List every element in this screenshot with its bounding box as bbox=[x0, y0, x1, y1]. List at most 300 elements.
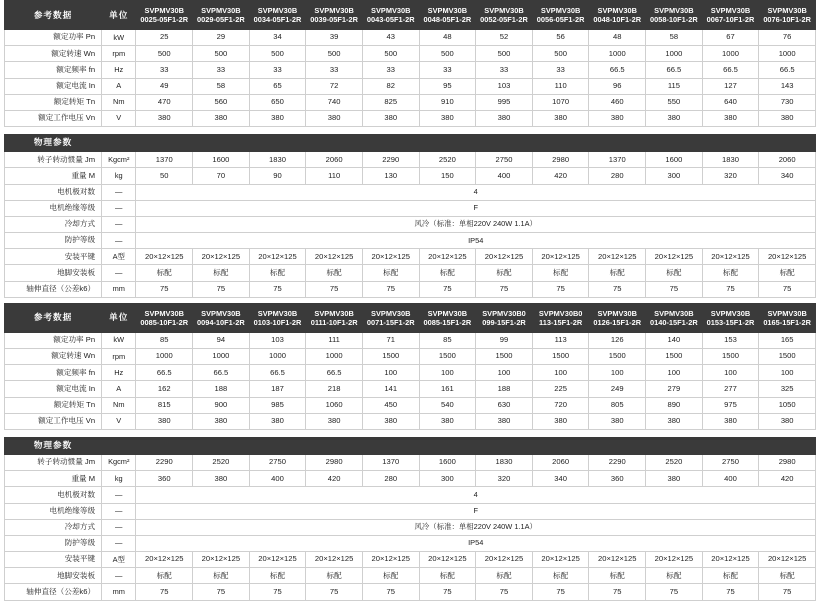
row-value-3: 66.5 bbox=[249, 365, 306, 381]
row-value-10: 115 bbox=[646, 78, 703, 94]
row-unit: mm bbox=[102, 584, 136, 600]
row-unit: A型 bbox=[102, 552, 136, 568]
table-row bbox=[5, 568, 816, 584]
row-value-4: 2980 bbox=[306, 454, 363, 470]
row-value-6: 300 bbox=[419, 471, 476, 487]
row-value-4: 33 bbox=[306, 62, 363, 78]
row-value-4: 标配 bbox=[306, 265, 363, 281]
row-value-8: 标配 bbox=[532, 568, 589, 584]
row-value-8: 75 bbox=[532, 584, 589, 600]
row-value-1: 1370 bbox=[136, 152, 193, 168]
table-row bbox=[5, 30, 816, 46]
model-code: 0103-10F1-2R bbox=[253, 317, 302, 327]
row-value-1: 75 bbox=[136, 584, 193, 600]
model-header-10 bbox=[646, 303, 703, 332]
row-value-2: 500 bbox=[193, 46, 250, 62]
model-series: SVPMV30B bbox=[144, 308, 184, 318]
row-value-3: 75 bbox=[249, 584, 306, 600]
row-value-9: 1370 bbox=[589, 152, 646, 168]
row-value-2: 188 bbox=[193, 381, 250, 397]
row-value-11: 1000 bbox=[702, 46, 759, 62]
row-value-4: 110 bbox=[306, 168, 363, 184]
model-series: SVPMV30B bbox=[371, 308, 411, 318]
row-value-1: 20×12×125 bbox=[136, 249, 193, 265]
model-code: 0048-05F1-2R bbox=[423, 15, 472, 24]
row-value-12: 380 bbox=[759, 413, 816, 429]
row-value-6: 33 bbox=[419, 62, 476, 78]
model-header-7 bbox=[476, 303, 533, 332]
model-series: SVPMV30B bbox=[371, 5, 411, 15]
model-series: SVPMV30B bbox=[767, 5, 807, 15]
model-code: 0071-15F1-2R bbox=[366, 317, 415, 327]
row-value-12: 76 bbox=[759, 30, 816, 46]
model-code: 0085-15F1-2R bbox=[423, 317, 472, 327]
row-value-11: 标配 bbox=[702, 265, 759, 281]
row-value-8: 1500 bbox=[532, 349, 589, 365]
row-value-5: 141 bbox=[362, 381, 419, 397]
row-label: 地脚安装板 bbox=[5, 265, 102, 281]
row-unit: — bbox=[102, 233, 136, 249]
row-value-5: 标配 bbox=[362, 265, 419, 281]
row-value-7: 188 bbox=[476, 381, 533, 397]
row-unit: kg bbox=[102, 471, 136, 487]
row-value-7: 52 bbox=[476, 30, 533, 46]
row-value-12: 380 bbox=[759, 110, 816, 126]
row-value-3: 标配 bbox=[249, 568, 306, 584]
row-value-6: 48 bbox=[419, 30, 476, 46]
row-value-2: 标配 bbox=[193, 265, 250, 281]
row-label: 额定功率 Pn bbox=[5, 332, 102, 348]
row-value-3: 20×12×125 bbox=[249, 249, 306, 265]
row-value-5: 20×12×125 bbox=[362, 552, 419, 568]
row-value-12: 66.5 bbox=[759, 62, 816, 78]
model-header-1 bbox=[136, 303, 193, 332]
row-value-8: 2980 bbox=[532, 152, 589, 168]
row-value-1: 标配 bbox=[136, 265, 193, 281]
model-series: SVPMV30B bbox=[654, 308, 694, 318]
row-label: 安装平键 bbox=[5, 552, 102, 568]
row-value-10: 58 bbox=[646, 30, 703, 46]
row-label: 额定频率 fn bbox=[5, 365, 102, 381]
table-row bbox=[5, 200, 816, 216]
row-value-3: 1830 bbox=[249, 152, 306, 168]
table-row bbox=[5, 184, 816, 200]
row-value-3: 75 bbox=[249, 281, 306, 297]
row-value-4: 500 bbox=[306, 46, 363, 62]
row-value-7: 630 bbox=[476, 397, 533, 413]
row-value-8: 75 bbox=[532, 281, 589, 297]
row-value-11: 67 bbox=[702, 30, 759, 46]
row-unit: A型 bbox=[102, 249, 136, 265]
row-value-3: 90 bbox=[249, 168, 306, 184]
table-row bbox=[5, 519, 816, 535]
row-value-6: 75 bbox=[419, 584, 476, 600]
row-value-12: 1000 bbox=[759, 46, 816, 62]
row-unit: mm bbox=[102, 281, 136, 297]
model-code: 0056-05F1-2R bbox=[536, 15, 585, 24]
table-row bbox=[5, 381, 816, 397]
row-value-6: 95 bbox=[419, 78, 476, 94]
row-value-9: 标配 bbox=[589, 568, 646, 584]
model-header-1 bbox=[136, 1, 193, 30]
row-value-6: 910 bbox=[419, 94, 476, 110]
row-value-5: 100 bbox=[362, 365, 419, 381]
row-value-6: 20×12×125 bbox=[419, 552, 476, 568]
table-row bbox=[5, 487, 816, 503]
row-value-6: 2520 bbox=[419, 152, 476, 168]
row-value-8: 380 bbox=[532, 413, 589, 429]
table-row bbox=[5, 503, 816, 519]
row-value-11: 75 bbox=[702, 584, 759, 600]
row-value-8: 20×12×125 bbox=[532, 249, 589, 265]
row-value-9: 1000 bbox=[589, 46, 646, 62]
row-value-10: 140 bbox=[646, 332, 703, 348]
row-value-8: 56 bbox=[532, 30, 589, 46]
row-value-10: 1000 bbox=[646, 46, 703, 62]
row-value-11: 20×12×125 bbox=[702, 552, 759, 568]
row-value-1: 815 bbox=[136, 397, 193, 413]
model-header-9 bbox=[589, 303, 646, 332]
row-label: 额定频率 fn bbox=[5, 62, 102, 78]
row-value-11: 100 bbox=[702, 365, 759, 381]
row-merged-value: 4 bbox=[136, 184, 816, 200]
row-value-3: 380 bbox=[249, 413, 306, 429]
model-series: SVPMV30B bbox=[201, 5, 241, 15]
row-value-9: 20×12×125 bbox=[589, 249, 646, 265]
table-row bbox=[5, 249, 816, 265]
row-value-9: 380 bbox=[589, 110, 646, 126]
row-merged-value: F bbox=[136, 200, 816, 216]
row-value-1: 20×12×125 bbox=[136, 552, 193, 568]
row-value-7: 1500 bbox=[476, 349, 533, 365]
table-row bbox=[5, 94, 816, 110]
table-row bbox=[5, 233, 816, 249]
row-value-4: 420 bbox=[306, 471, 363, 487]
spec-table bbox=[4, 0, 816, 298]
row-value-3: 103 bbox=[249, 332, 306, 348]
row-value-9: 100 bbox=[589, 365, 646, 381]
row-value-2: 560 bbox=[193, 94, 250, 110]
row-value-4: 39 bbox=[306, 30, 363, 46]
row-value-2: 20×12×125 bbox=[193, 552, 250, 568]
model-series: SVPMV30B bbox=[597, 5, 637, 15]
row-value-8: 110 bbox=[532, 78, 589, 94]
model-code: 099-15F1-2R bbox=[482, 317, 526, 327]
row-value-9: 2290 bbox=[589, 454, 646, 470]
row-value-3: 33 bbox=[249, 62, 306, 78]
row-value-6: 1500 bbox=[419, 349, 476, 365]
row-value-12: 420 bbox=[759, 471, 816, 487]
row-label: 转子转动惯量 Jm bbox=[5, 152, 102, 168]
row-value-10: 20×12×125 bbox=[646, 552, 703, 568]
row-value-3: 1000 bbox=[249, 349, 306, 365]
row-label: 轴伸直径（公差k6） bbox=[5, 584, 102, 600]
model-code: 113-15F1-2R bbox=[539, 317, 583, 327]
section-title-row bbox=[5, 437, 816, 454]
model-code: 0058-10F1-2R bbox=[650, 15, 698, 24]
model-series: SVPMV30B0 bbox=[538, 308, 583, 318]
row-value-12: 1500 bbox=[759, 349, 816, 365]
row-value-10: 380 bbox=[646, 471, 703, 487]
row-label: 额定电流 In bbox=[5, 381, 102, 397]
row-unit: Kgcm² bbox=[102, 152, 136, 168]
row-value-9: 1500 bbox=[589, 349, 646, 365]
row-value-9: 280 bbox=[589, 168, 646, 184]
row-value-11: 20×12×125 bbox=[702, 249, 759, 265]
row-merged-value: 风冷（标准：单相220V 240W 1.1A） bbox=[136, 519, 816, 535]
row-value-5: 1500 bbox=[362, 349, 419, 365]
row-merged-value: IP54 bbox=[136, 535, 816, 551]
row-value-11: 975 bbox=[702, 397, 759, 413]
model-code: 0034-05F1-2R bbox=[253, 15, 302, 24]
section-blank bbox=[102, 437, 816, 454]
row-value-11: 1830 bbox=[702, 152, 759, 168]
row-value-4: 75 bbox=[306, 584, 363, 600]
row-value-7: 500 bbox=[476, 46, 533, 62]
row-value-11: 277 bbox=[702, 381, 759, 397]
row-value-12: 100 bbox=[759, 365, 816, 381]
row-value-5: 75 bbox=[362, 281, 419, 297]
row-value-4: 1060 bbox=[306, 397, 363, 413]
row-value-2: 1000 bbox=[193, 349, 250, 365]
row-label: 重量 M bbox=[5, 168, 102, 184]
row-unit: V bbox=[102, 110, 136, 126]
model-code: 0153-15F1-2R bbox=[706, 317, 755, 327]
row-value-4: 111 bbox=[306, 332, 363, 348]
row-value-5: 标配 bbox=[362, 568, 419, 584]
table-row bbox=[5, 281, 816, 297]
row-value-10: 1600 bbox=[646, 152, 703, 168]
row-label: 电机绝缘等级 bbox=[5, 200, 102, 216]
row-value-2: 75 bbox=[193, 584, 250, 600]
row-value-5: 1370 bbox=[362, 454, 419, 470]
row-label: 额定转矩 Tn bbox=[5, 94, 102, 110]
row-value-10: 20×12×125 bbox=[646, 249, 703, 265]
model-header-11 bbox=[702, 303, 759, 332]
row-value-4: 标配 bbox=[306, 568, 363, 584]
row-value-5: 450 bbox=[362, 397, 419, 413]
row-value-12: 75 bbox=[759, 584, 816, 600]
model-series: SVPMV30B bbox=[427, 308, 468, 318]
row-label: 额定转速 Wn bbox=[5, 349, 102, 365]
physical-section-title: 物理参数 bbox=[5, 437, 102, 454]
model-code: 0052-05F1-2R bbox=[480, 15, 528, 24]
model-series: SVPMV30B bbox=[654, 5, 694, 15]
row-value-3: 500 bbox=[249, 46, 306, 62]
row-value-6: 75 bbox=[419, 281, 476, 297]
row-unit: Kgcm² bbox=[102, 454, 136, 470]
row-value-4: 218 bbox=[306, 381, 363, 397]
row-value-9: 96 bbox=[589, 78, 646, 94]
row-value-8: 720 bbox=[532, 397, 589, 413]
row-value-11: 标配 bbox=[702, 568, 759, 584]
table-row bbox=[5, 552, 816, 568]
row-label: 额定工作电压 Vn bbox=[5, 413, 102, 429]
table-row bbox=[5, 471, 816, 487]
row-value-11: 380 bbox=[702, 110, 759, 126]
row-value-7: 标配 bbox=[476, 568, 533, 584]
row-merged-value: 风冷（标准：单相220V 240W 1.1A） bbox=[136, 216, 816, 232]
row-value-11: 380 bbox=[702, 413, 759, 429]
row-value-6: 161 bbox=[419, 381, 476, 397]
row-value-5: 75 bbox=[362, 584, 419, 600]
row-value-1: 49 bbox=[136, 78, 193, 94]
model-header-11 bbox=[702, 1, 759, 30]
row-value-6: 380 bbox=[419, 110, 476, 126]
row-value-9: 360 bbox=[589, 471, 646, 487]
row-value-4: 20×12×125 bbox=[306, 249, 363, 265]
model-header-7 bbox=[476, 1, 533, 30]
model-series: SVPMV30B bbox=[427, 5, 468, 15]
row-value-5: 20×12×125 bbox=[362, 249, 419, 265]
row-value-8: 340 bbox=[532, 471, 589, 487]
row-unit: kg bbox=[102, 168, 136, 184]
row-value-5: 82 bbox=[362, 78, 419, 94]
row-value-2: 75 bbox=[193, 281, 250, 297]
header-unit: 单位 bbox=[102, 1, 136, 30]
row-merged-value: 4 bbox=[136, 487, 816, 503]
table-row bbox=[5, 78, 816, 94]
model-code: 0165-15F1-2R bbox=[763, 317, 811, 327]
row-value-10: 279 bbox=[646, 381, 703, 397]
model-header-4 bbox=[306, 1, 363, 30]
header-unit: 单位 bbox=[102, 303, 136, 332]
row-value-10: 1500 bbox=[646, 349, 703, 365]
row-label: 额定转矩 Tn bbox=[5, 397, 102, 413]
row-value-9: 249 bbox=[589, 381, 646, 397]
row-value-4: 380 bbox=[306, 110, 363, 126]
model-code: 0025-05F1-2R bbox=[140, 15, 189, 24]
row-label: 冷却方式 bbox=[5, 519, 102, 535]
row-value-6: 150 bbox=[419, 168, 476, 184]
row-value-12: 325 bbox=[759, 381, 816, 397]
row-value-9: 75 bbox=[589, 281, 646, 297]
row-value-4: 1000 bbox=[306, 349, 363, 365]
model-series: SVPMV30B bbox=[314, 5, 354, 15]
row-unit: A bbox=[102, 78, 136, 94]
row-value-3: 187 bbox=[249, 381, 306, 397]
section-spacer bbox=[5, 127, 816, 135]
row-label: 额定电流 In bbox=[5, 78, 102, 94]
model-code: 0126-15F1-2R bbox=[593, 317, 642, 327]
model-code: 0043-05F1-2R bbox=[366, 15, 415, 24]
section-spacer bbox=[5, 429, 816, 437]
row-value-5: 2290 bbox=[362, 152, 419, 168]
row-value-3: 标配 bbox=[249, 265, 306, 281]
row-value-3: 34 bbox=[249, 30, 306, 46]
model-code: 0094-10F1-2R bbox=[197, 317, 245, 327]
row-value-11: 640 bbox=[702, 94, 759, 110]
row-value-10: 100 bbox=[646, 365, 703, 381]
row-value-8: 380 bbox=[532, 110, 589, 126]
model-series: SVPMV30B bbox=[710, 5, 751, 15]
row-value-1: 500 bbox=[136, 46, 193, 62]
model-header-2 bbox=[193, 303, 250, 332]
row-value-5: 500 bbox=[362, 46, 419, 62]
row-value-1: 66.5 bbox=[136, 365, 193, 381]
row-unit: A bbox=[102, 381, 136, 397]
row-value-6: 标配 bbox=[419, 265, 476, 281]
model-series: SVPMV30B bbox=[201, 308, 241, 318]
table-row bbox=[5, 349, 816, 365]
row-merged-value: IP54 bbox=[136, 233, 816, 249]
table-header-row bbox=[5, 1, 816, 30]
model-header-5 bbox=[362, 303, 419, 332]
row-value-2: 380 bbox=[193, 471, 250, 487]
table-row bbox=[5, 110, 816, 126]
row-value-7: 380 bbox=[476, 110, 533, 126]
row-value-12: 340 bbox=[759, 168, 816, 184]
model-series: SVPMV30B bbox=[257, 308, 298, 318]
row-unit: — bbox=[102, 535, 136, 551]
model-series: SVPMV30B bbox=[144, 5, 184, 15]
model-series: SVPMV30B bbox=[767, 308, 807, 318]
row-value-8: 113 bbox=[532, 332, 589, 348]
row-value-8: 225 bbox=[532, 381, 589, 397]
table-row bbox=[5, 46, 816, 62]
row-value-7: 320 bbox=[476, 471, 533, 487]
row-value-5: 130 bbox=[362, 168, 419, 184]
spec-table bbox=[4, 303, 816, 601]
row-value-12: 165 bbox=[759, 332, 816, 348]
row-value-12: 20×12×125 bbox=[759, 552, 816, 568]
row-label: 防护等级 bbox=[5, 233, 102, 249]
spacer-cell bbox=[5, 429, 816, 437]
row-value-12: 标配 bbox=[759, 265, 816, 281]
row-value-9: 66.5 bbox=[589, 62, 646, 78]
table-row bbox=[5, 152, 816, 168]
row-unit: — bbox=[102, 184, 136, 200]
model-code: 0067-10F1-2R bbox=[706, 15, 755, 24]
row-unit: V bbox=[102, 413, 136, 429]
row-value-11: 153 bbox=[702, 332, 759, 348]
model-series: SVPMV30B0 bbox=[482, 308, 526, 318]
row-value-12: 143 bbox=[759, 78, 816, 94]
row-value-1: 162 bbox=[136, 381, 193, 397]
row-value-5: 380 bbox=[362, 110, 419, 126]
row-value-4: 740 bbox=[306, 94, 363, 110]
row-value-7: 20×12×125 bbox=[476, 249, 533, 265]
row-value-8: 标配 bbox=[532, 265, 589, 281]
row-value-10: 380 bbox=[646, 110, 703, 126]
row-value-9: 20×12×125 bbox=[589, 552, 646, 568]
row-value-1: 50 bbox=[136, 168, 193, 184]
row-value-2: 33 bbox=[193, 62, 250, 78]
row-value-7: 33 bbox=[476, 62, 533, 78]
model-header-2 bbox=[193, 1, 250, 30]
model-header-6 bbox=[419, 1, 476, 30]
row-value-11: 75 bbox=[702, 281, 759, 297]
row-value-5: 380 bbox=[362, 413, 419, 429]
model-header-4 bbox=[306, 303, 363, 332]
row-value-7: 400 bbox=[476, 168, 533, 184]
row-value-7: 20×12×125 bbox=[476, 552, 533, 568]
row-value-11: 1500 bbox=[702, 349, 759, 365]
row-value-8: 1070 bbox=[532, 94, 589, 110]
row-value-6: 标配 bbox=[419, 568, 476, 584]
row-value-4: 380 bbox=[306, 413, 363, 429]
row-value-7: 103 bbox=[476, 78, 533, 94]
row-value-1: 1000 bbox=[136, 349, 193, 365]
table-row bbox=[5, 332, 816, 348]
row-value-10: 66.5 bbox=[646, 62, 703, 78]
row-value-1: 33 bbox=[136, 62, 193, 78]
row-merged-value: F bbox=[136, 503, 816, 519]
table-row bbox=[5, 168, 816, 184]
row-value-9: 75 bbox=[589, 584, 646, 600]
row-value-1: 470 bbox=[136, 94, 193, 110]
row-value-11: 66.5 bbox=[702, 62, 759, 78]
